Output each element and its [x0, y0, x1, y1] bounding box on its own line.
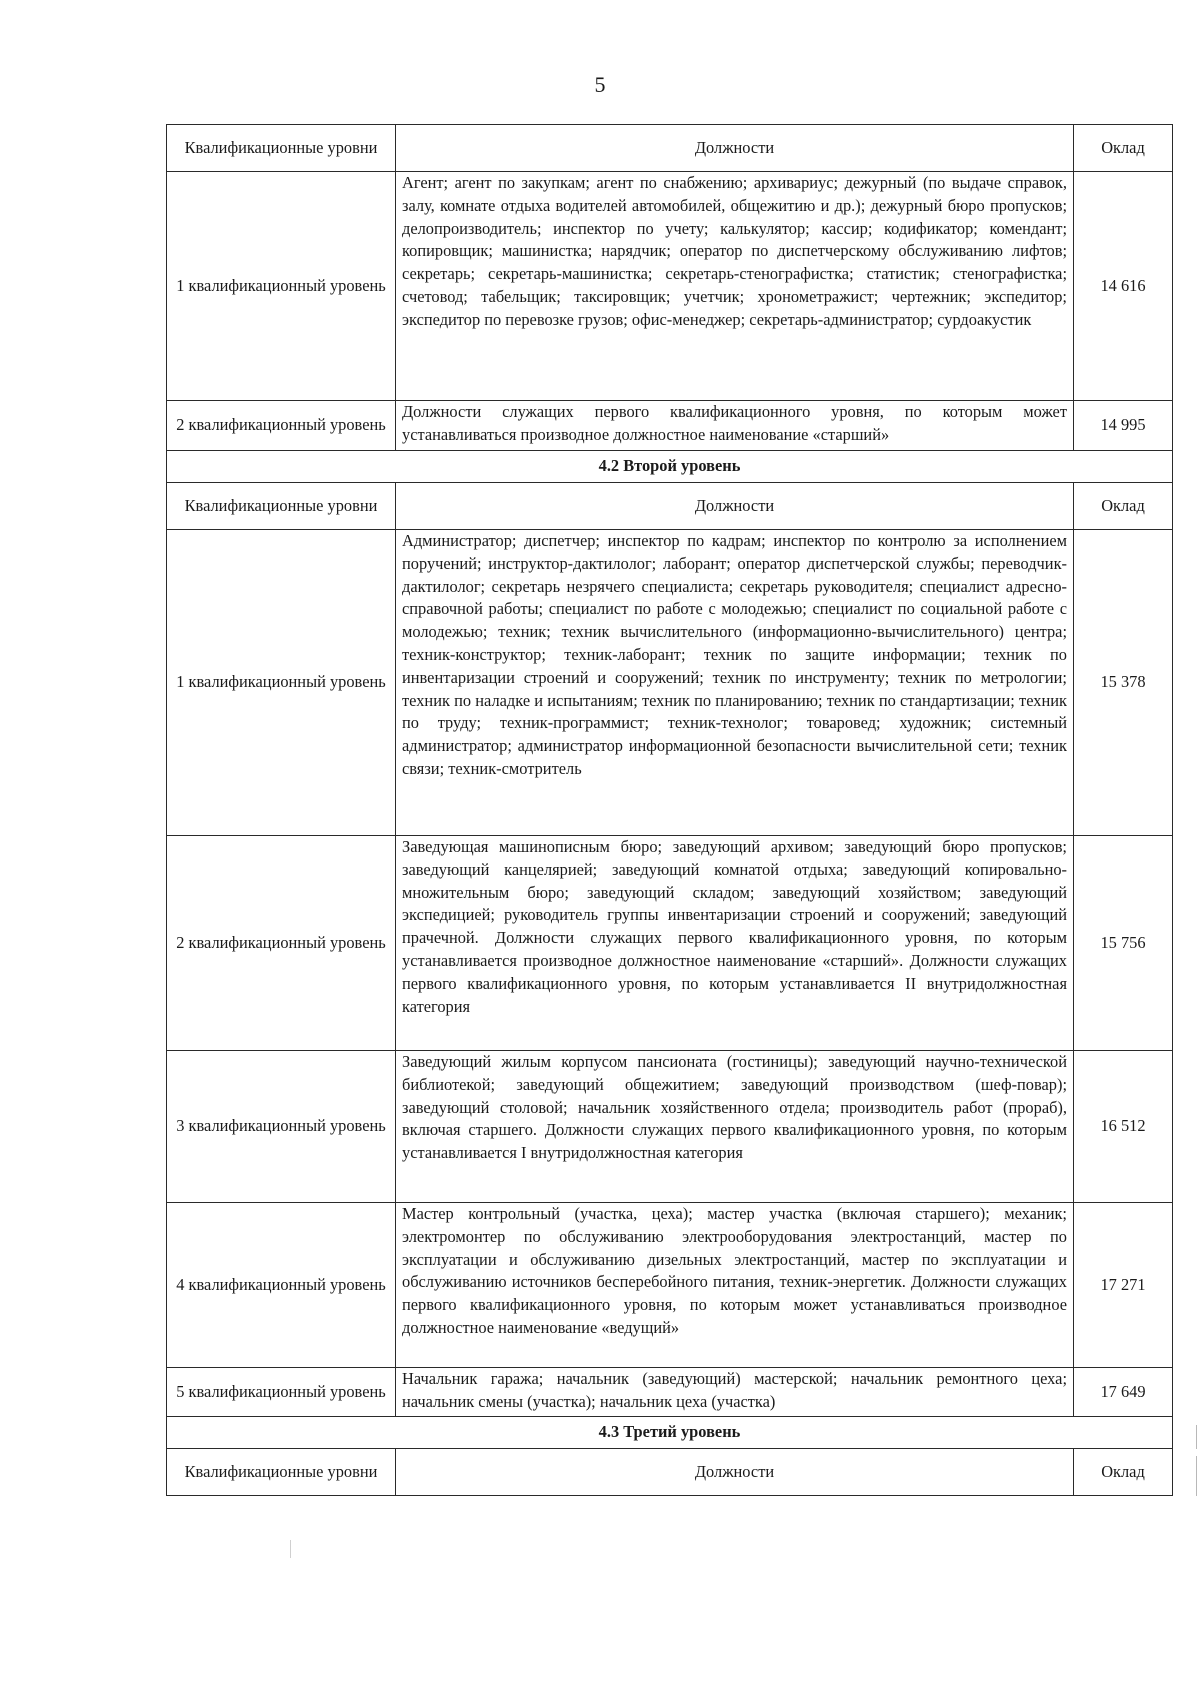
salary-value: 14 616	[1074, 172, 1173, 401]
scan-artifact-mark	[290, 1540, 291, 1558]
table-row	[167, 530, 1173, 836]
salary-value: 15 378	[1074, 530, 1173, 836]
table-row	[167, 836, 1173, 1051]
salary-column-header: Оклад	[1074, 1449, 1173, 1496]
table-row	[167, 1051, 1173, 1203]
salary-table	[166, 124, 1173, 1496]
qualification-level: 5 квалификационный уровень	[167, 1368, 396, 1417]
scan-artifact-line	[1196, 1456, 1197, 1496]
salary-column-header: Оклад	[1074, 125, 1173, 172]
section-title: 4.2 Второй уровень	[167, 451, 1173, 483]
positions-list: Агент; агент по закупкам; агент по снабжению; архивариус; дежурный (по выдаче справок, залу, комнате отдыха водителей автомобилей, общежитию и др.); дежурный бюро пропусков; делопроизводитель; инспектор по учету; калькулятор; кассир; кодификатор; комендант; копировщик; машинистка; нарядчик; оператор по диспетчерскому обслуживанию лифтов; секретарь; секретарь-машинистка; секретарь-стенографистка; статистик; стенографистка; счетовод; табельщик; таксировщик; учетчик; хронометражист; чертежник; экспедитор; экспедитор по перевозке грузов; офис-менеджер; секретарь-администратор; сурдоакустик	[396, 172, 1074, 401]
section-title-row	[167, 451, 1173, 483]
table-row	[167, 1203, 1173, 1368]
scan-artifact-line	[1196, 1425, 1197, 1449]
table-header-row	[167, 483, 1173, 530]
table-row	[167, 172, 1173, 401]
qualification-level: 4 квалификационный уровень	[167, 1203, 396, 1368]
positions-list: Заведующий жилым корпусом пансионата (гостиницы); заведующий научно-технической библиотекой; заведующий общежитием; заведующий производством (шеф-повар); заведующий столовой; начальник хозяйственного отдела; производитель работ (прораб), включая старшего. Должности служащих первого квалификационного уровня, по которым устанавливается I внутридолжностная категория	[396, 1051, 1074, 1203]
qualification-level: 1 квалификационный уровень	[167, 530, 396, 836]
salary-value: 17 649	[1074, 1368, 1173, 1417]
qualification-level: 2 квалификационный уровень	[167, 401, 396, 451]
qualification-level: 2 квалификационный уровень	[167, 836, 396, 1051]
table-row	[167, 401, 1173, 451]
positions-column-header: Должности	[396, 483, 1074, 530]
levels-column-header: Квалификационные уровни	[167, 483, 396, 530]
salary-column-header: Оклад	[1074, 483, 1173, 530]
qualification-level: 3 квалификационный уровень	[167, 1051, 396, 1203]
table-header-row	[167, 1449, 1173, 1496]
positions-column-header: Должности	[396, 1449, 1074, 1496]
table-row	[167, 1368, 1173, 1417]
section-title-row	[167, 1417, 1173, 1449]
salary-value: 15 756	[1074, 836, 1173, 1051]
positions-list: Должности служащих первого квалификационного уровня, по которым может устанавливаться производное должностное наименование «старший»	[396, 401, 1074, 451]
page-number: 5	[594, 72, 606, 97]
section-title: 4.3 Третий уровень	[167, 1417, 1173, 1449]
positions-list: Мастер контрольный (участка, цеха); мастер участка (включая старшего); механик; электромонтер по обслуживанию электрооборудования электростанций, мастер по эксплуатации и обслуживанию дизельных электростанций, мастер по эксплуатации и обслуживанию источников бесперебойного питания, техник-энергетик. Должности служащих первого квалификационного уровня, по которым может устанавливаться производное должностное наименование «ведущий»	[396, 1203, 1074, 1368]
levels-column-header: Квалификационные уровни	[167, 125, 396, 172]
salary-value: 17 271	[1074, 1203, 1173, 1368]
positions-list: Заведующая машинописным бюро; заведующий архивом; заведующий бюро пропусков; заведующий канцелярией; заведующий комнатой отдыха; заведующий копировально-множительным бюро; заведующий складом; заведующий хозяйством; заведующий экспедицией; руководитель группы инвентаризации строений и сооружений; заведующий прачечной. Должности служащих первого квалификационного уровня, по которым устанавливается производное должностное наименование «старший». Должности служащих первого квалификационного уровня, по которым устанавливается II внутридолжностная категория	[396, 836, 1074, 1051]
positions-column-header: Должности	[396, 125, 1074, 172]
salary-value: 16 512	[1074, 1051, 1173, 1203]
qualification-level: 1 квалификационный уровень	[167, 172, 396, 401]
levels-column-header: Квалификационные уровни	[167, 1449, 396, 1496]
salary-value: 14 995	[1074, 401, 1173, 451]
positions-list: Администратор; диспетчер; инспектор по кадрам; инспектор по контролю за исполнением поручений; инструктор-дактилолог; лаборант; оператор диспетчерской службы; переводчик-дактилолог; секретарь незрячего специалиста; секретарь руководителя; специалист адресно-справочной работы; специалист по работе с молодежью; специалист по социальной работе с молодежью; техник; техник вычислительного (информационно-вычислительного) центра; техник-конструктор; техник-лаборант; техник по защите информации; техник по инвентаризации строений и сооружений; техник по инструменту; техник по метрологии; техник по наладке и испытаниям; техник по планированию; техник по стандартизации; техник по труду; техник-программист; техник-технолог; товаровед; художник; системный администратор; администратор информационной безопасности вычислительной сети; техник связи; техник-смотритель	[396, 530, 1074, 836]
table-header-row	[167, 125, 1173, 172]
positions-list: Начальник гаража; начальник (заведующий) мастерской; начальник ремонтного цеха; начальник смены (участка); начальник цеха (участка)	[396, 1368, 1074, 1417]
